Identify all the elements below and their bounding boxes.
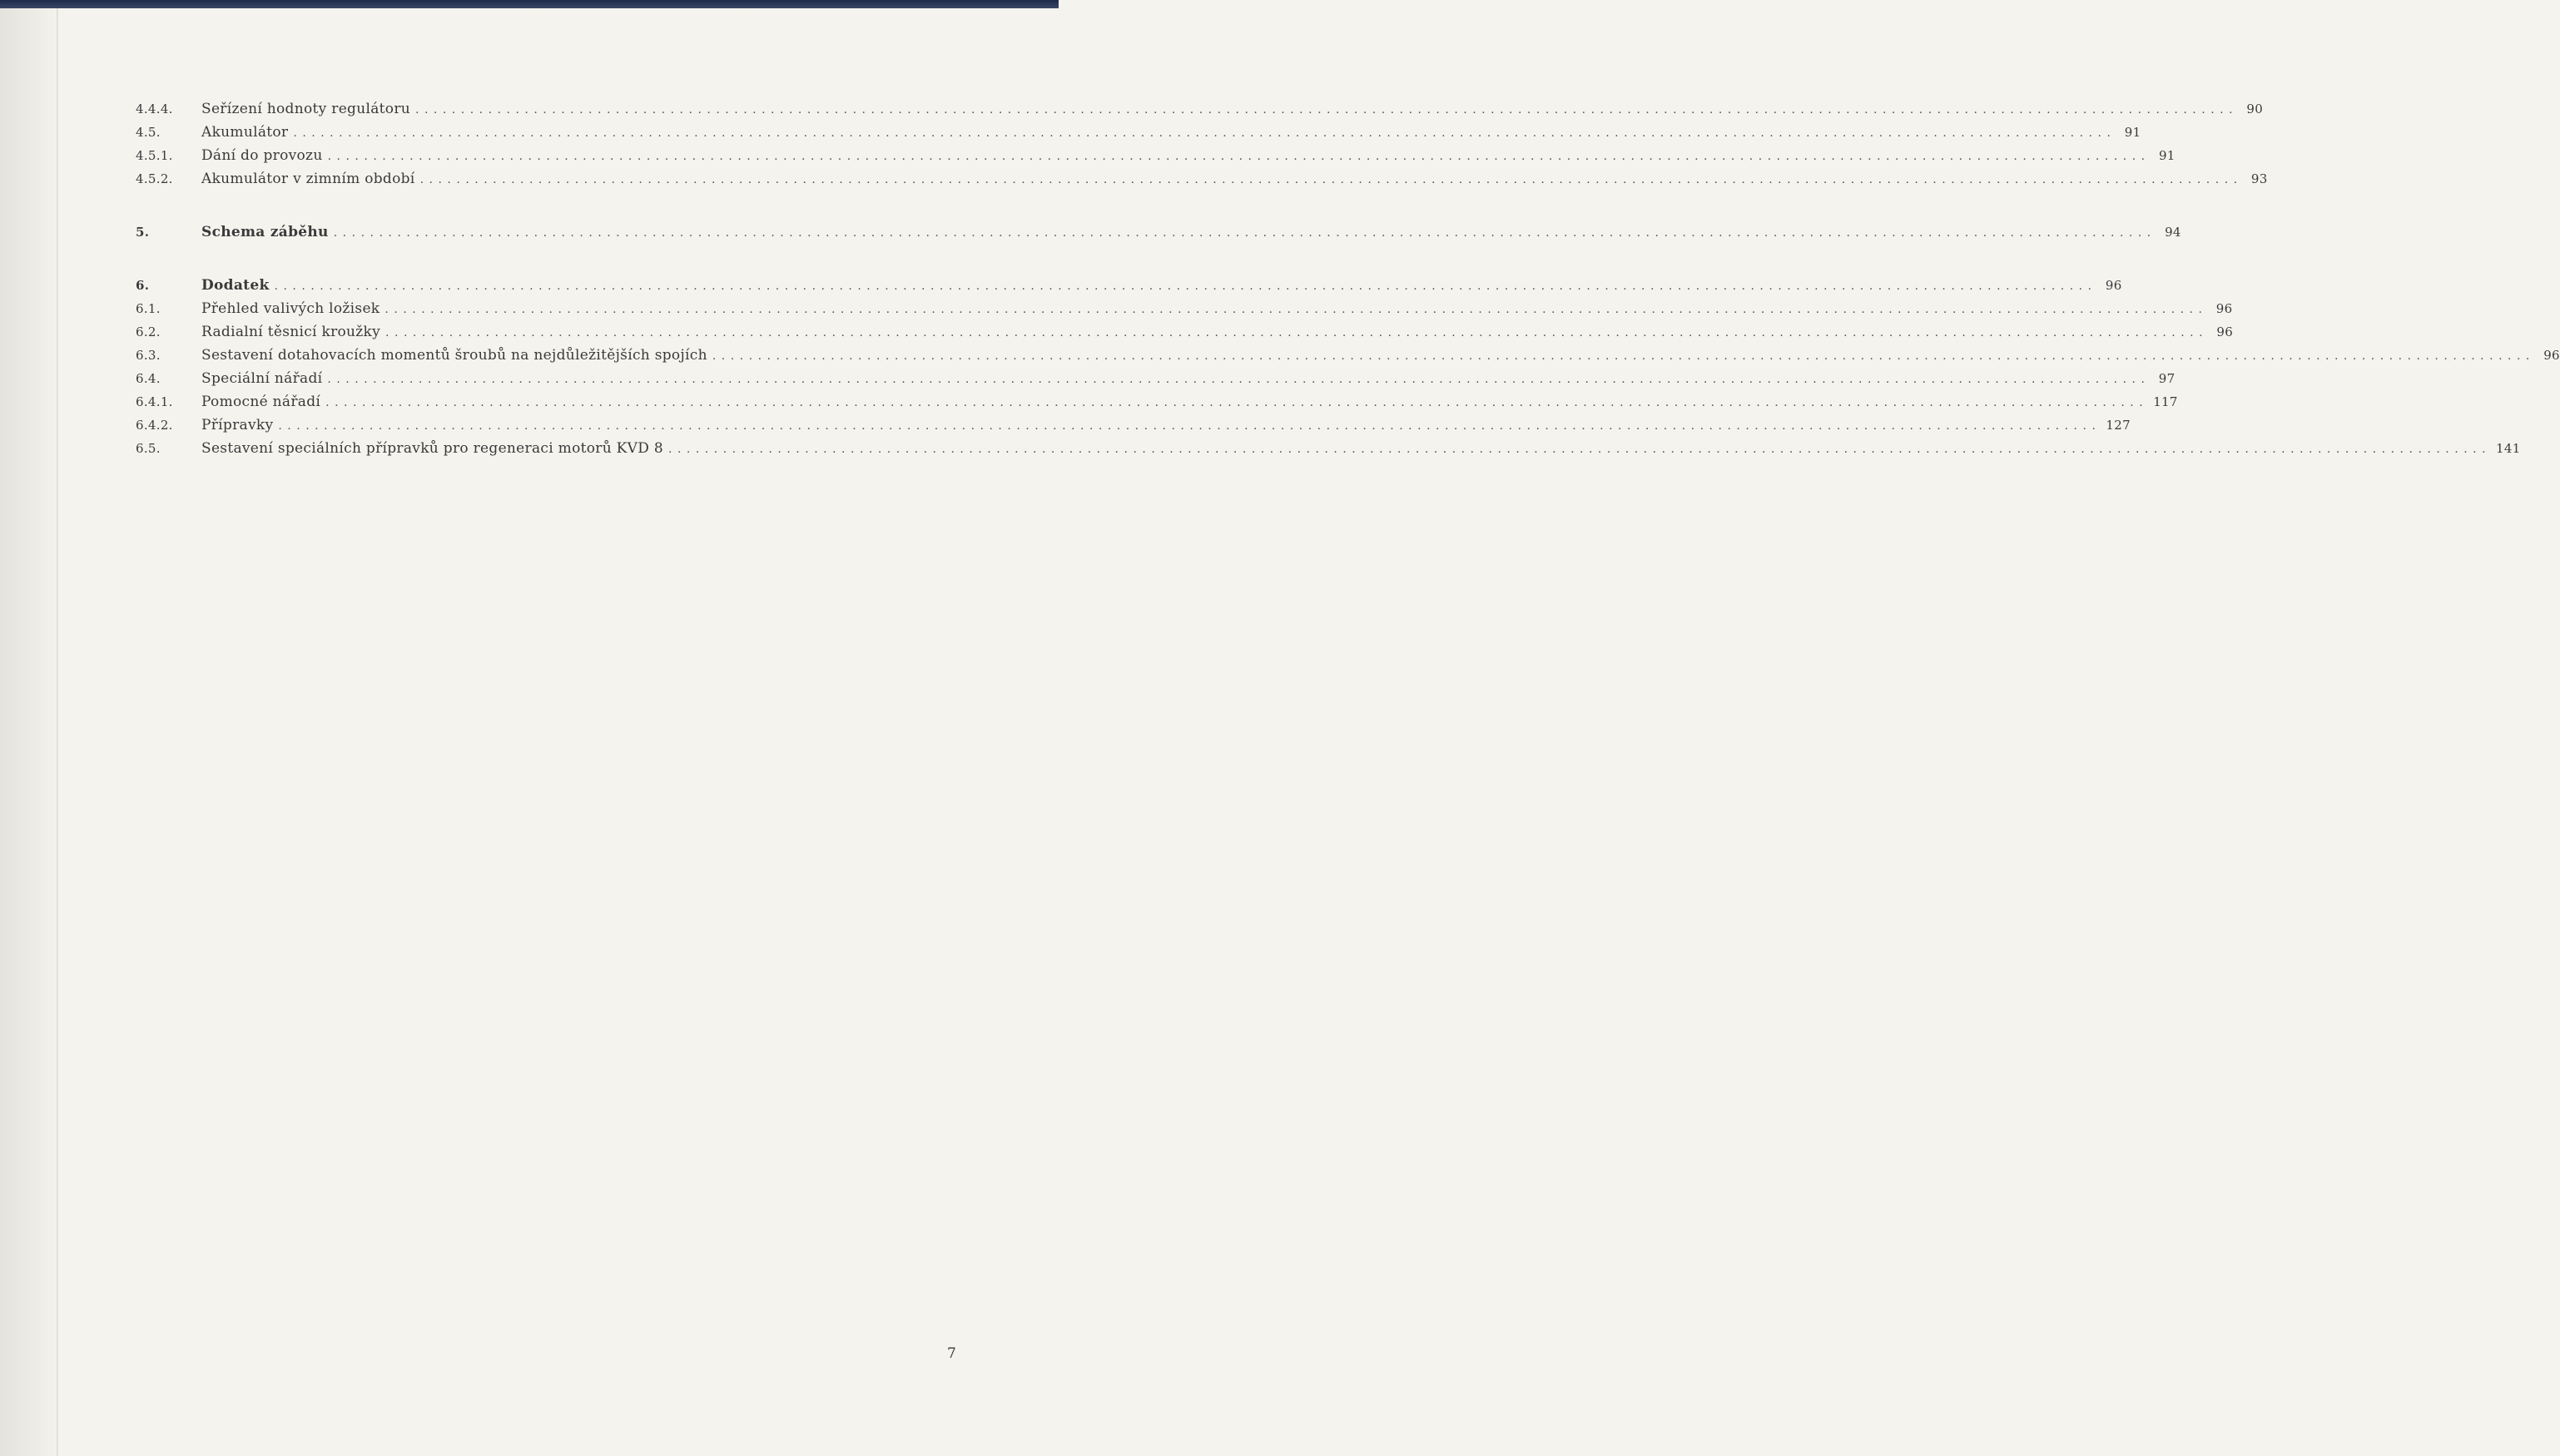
toc-leader-dots: ........................................................................................................................................................................................................ [278,419,2101,433]
toc-entry-number: 6. [136,278,150,293]
toc-entry [136,344,2560,367]
toc-entry-page: 127 [2106,418,2131,433]
toc-entry [136,390,2178,414]
toc-entry [136,121,2141,144]
toc-entry [136,320,2234,344]
toc-leader-dots: ........................................................................................................................................................................................................ [415,103,2239,116]
toc-entry-number: 6.4.1. [136,394,173,409]
table-of-contents [136,97,2560,460]
toc-leader-dots: ........................................................................................................................................................................................................ [327,373,2151,386]
toc-entry-title: Pomocné nářadí [201,394,321,410]
toc-entry-number: 6.4. [136,371,161,386]
toc-entry-page: 91 [2158,148,2176,163]
toc-entry-page: 96 [2105,278,2122,293]
toc-entry-number: 4.5. [136,125,161,140]
toc-entry-number: 6.4.2. [136,418,173,433]
toc-entry [136,97,2264,121]
toc-entry-page: 91 [2124,125,2141,140]
toc-entry-page: 96 [2215,301,2233,316]
toc-entry [136,437,2521,460]
toc-leader-dots: ........................................................................................................................................................................................................ [325,396,2149,409]
toc-entry-title: Radialní těsnicí kroužky [201,324,381,340]
toc-entry-page: 141 [2496,441,2521,456]
toc-entry [136,274,2122,297]
toc-entry-number: 6.3. [136,348,161,363]
toc-entry-title: Seřízení hodnoty regulátoru [201,101,410,117]
toc-leader-dots: ........................................................................................................................................................................................................ [668,443,2492,456]
toc-entry [136,144,2176,167]
toc-entry-number: 6.5. [136,441,161,456]
toc-entry-title: Přípravky [201,417,274,433]
toc-entry-title: Speciální nářadí [201,370,323,387]
binding-margin [0,8,60,1456]
toc-entry [136,297,2233,320]
toc-entry-title: Dodatek [201,277,270,294]
toc-entry [136,367,2176,390]
toc-entry-page: 94 [2165,225,2181,240]
page-number: 7 [947,1345,956,1362]
toc-entry-page: 96 [2216,324,2234,339]
toc-entry [136,167,2268,191]
toc-entry-page: 90 [2246,102,2264,116]
toc-entry-title: Přehled valivých ložisek [201,300,380,317]
toc-entry-number: 6.1. [136,301,161,316]
toc-entry-title: Schema záběhu [201,224,329,240]
toc-entry-page: 96 [2543,348,2560,363]
toc-entry-number: 4.5.1. [136,148,173,163]
toc-entry-page: 97 [2158,371,2176,386]
toc-entry [136,414,2131,437]
toc-entry-number: 4.4.4. [136,102,173,116]
toc-entry-number: 5. [136,225,150,240]
toc-entry-page: 93 [2250,171,2268,186]
toc-entry-title: Dání do provozu [201,147,323,164]
toc-leader-dots: ........................................................................................................................................................................................................ [385,326,2209,339]
toc-entry-title: Akumulátor v zimním období [201,171,415,187]
toc-leader-dots: ........................................................................................................................................................................................................ [274,280,2097,293]
toc-leader-dots: ........................................................................................................................................................................................................ [712,349,2535,363]
toc-entry-title: Sestavení speciálních přípravků pro regeneraci motorů KVD 8 [201,440,663,457]
toc-leader-dots: ........................................................................................................................................................................................................ [327,150,2151,163]
binding-fold [57,8,58,1456]
toc-leader-dots: ........................................................................................................................................................................................................ [384,303,2208,316]
toc-leader-dots: ........................................................................................................................................................................................................ [419,173,2243,186]
cover-edge [0,0,1059,8]
toc-entry-page: 117 [2153,394,2178,409]
toc-entry-number: 6.2. [136,324,161,339]
toc-entry [136,220,2181,244]
toc-leader-dots: ........................................................................................................................................................................................................ [333,226,2156,240]
toc-entry-number: 4.5.2. [136,171,173,186]
toc-entry-title: Akumulátor [201,124,289,141]
toc-entry-title: Sestavení dotahovacích momentů šroubů na nejdůležitějších spojích [201,347,707,364]
toc-leader-dots: ........................................................................................................................................................................................................ [293,126,2116,140]
